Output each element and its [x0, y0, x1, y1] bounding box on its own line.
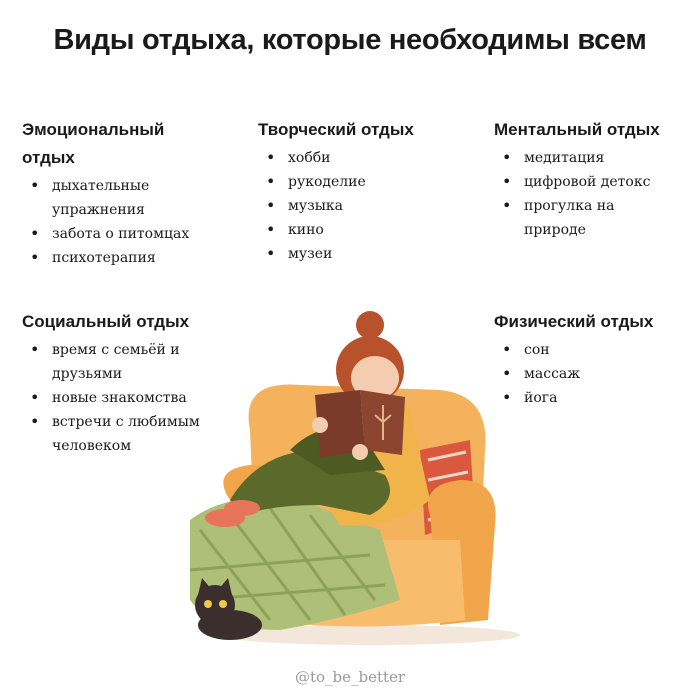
category-heading: Творческий отдых [258, 120, 414, 139]
list-item: • музеи [288, 242, 448, 266]
list-item: • цифровой детокс [524, 170, 674, 194]
category-list [258, 146, 448, 266]
list-item: • забота о питомцах [52, 222, 212, 246]
category-creative [258, 116, 448, 266]
author-handle: @to_be_better [294, 668, 406, 686]
list-item: • кино [288, 218, 448, 242]
category-list [22, 174, 212, 270]
category-heading: Социальный отдых [22, 312, 190, 331]
list-item: • новые знакомства [52, 386, 202, 410]
list-item: • массаж [524, 362, 684, 386]
list-item: • медитация [524, 146, 674, 170]
category-heading: Физический отдых [494, 312, 654, 331]
list-item: • психотерапия [52, 246, 212, 270]
list-item: • йога [524, 386, 684, 410]
list-item: • прогулка на природе [524, 194, 674, 242]
category-heading: Эмоциональный отдых [22, 120, 165, 167]
list-item: • хобби [288, 146, 448, 170]
hair-bun [356, 311, 384, 339]
category-heading: Ментальный отдых [494, 120, 660, 139]
list-item: • сон [524, 338, 684, 362]
sock-right [224, 500, 260, 516]
list-item: • время с семьёй и друзьями [52, 338, 202, 386]
list-item: • дыхательные упражнения [52, 174, 212, 222]
category-emotional [22, 116, 212, 270]
list-item: • рукоделие [288, 170, 448, 194]
reading-girl-illustration [170, 300, 530, 650]
page-title: Виды отдыха, которые необходимы всем [53, 24, 647, 56]
list-item: • встречи с любимым человеком [52, 410, 202, 458]
list-item: • музыка [288, 194, 448, 218]
category-mental [494, 116, 674, 242]
category-list [494, 146, 674, 242]
